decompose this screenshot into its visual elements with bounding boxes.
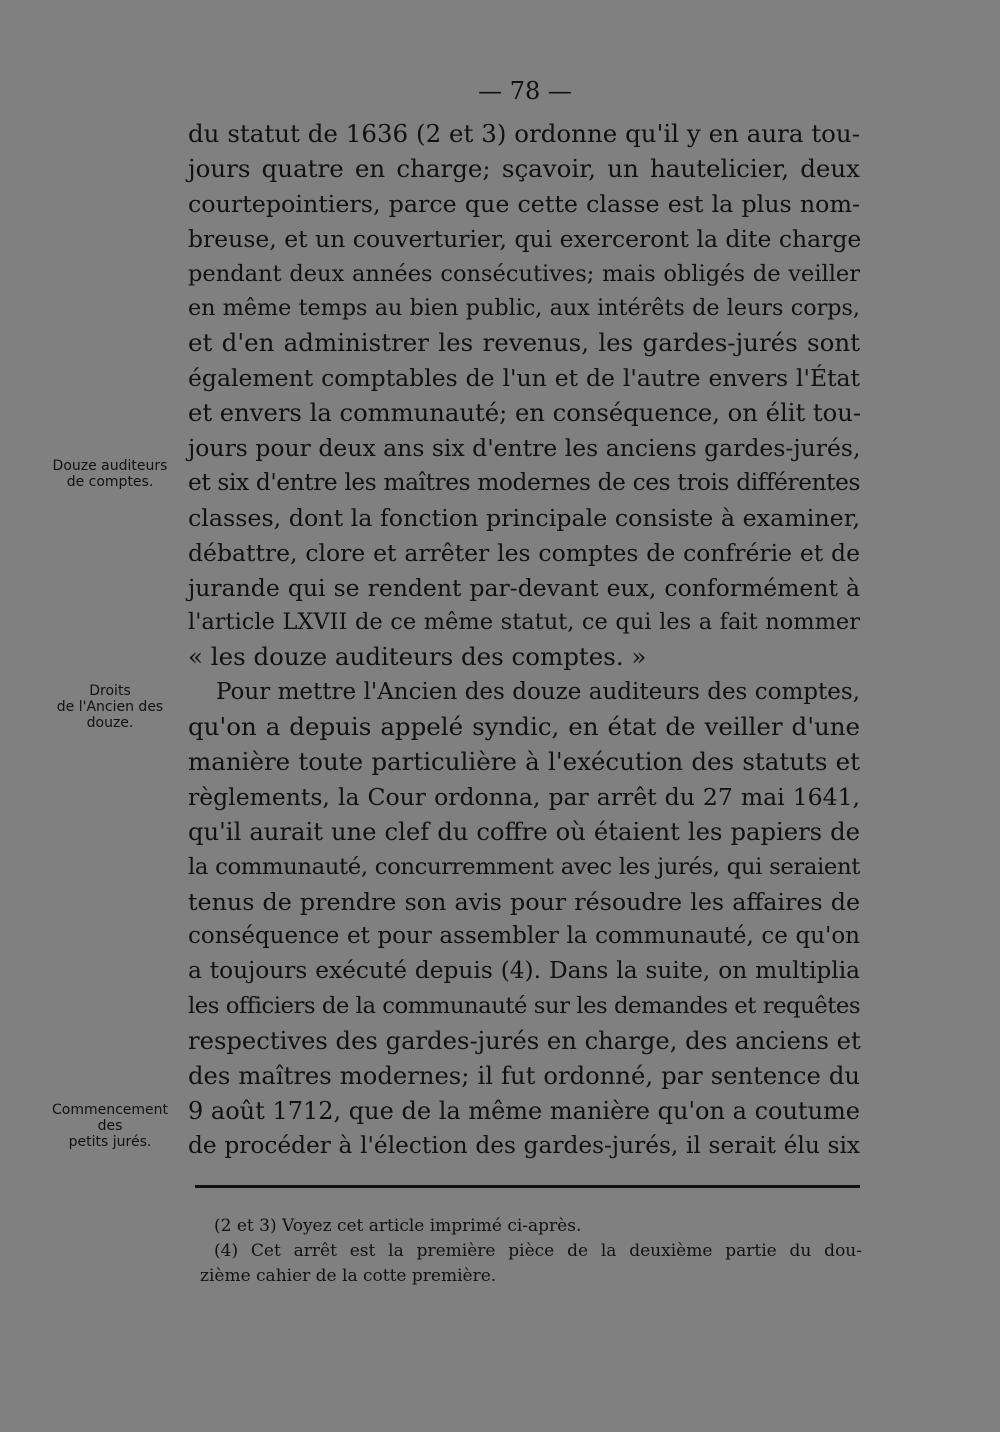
text-line: règlements, la Cour ordonna, par arrêt du 27 mai 1641, [188, 782, 860, 811]
text-line: la communauté, concurremment avec les jurés, qui seraient [188, 853, 860, 880]
text-line: qu'on a depuis appelé syndic, en état de veiller d'une [188, 712, 860, 742]
footnote-4-line-1: (4) Cet arrêt est la première pièce de la deuxième partie du dou- [214, 1241, 862, 1261]
text-line: respectives des gardes-jurés en charge, des anciens et [188, 1026, 861, 1056]
text-line: « les douze auditeurs des comptes. » [188, 642, 647, 672]
margin-note-line: petits jurés. [68, 1134, 152, 1150]
text-line: des maîtres modernes; il fut ordonné, par sentence du [188, 1061, 860, 1091]
text-line: a toujours exécuté depuis (4). Dans la suite, on multiplia [188, 957, 860, 985]
text-line: également comptables de l'un et de l'autre envers l'État [188, 364, 860, 393]
footnote-2-3: (2 et 3) Voyez cet article imprimé ci-après. [214, 1216, 582, 1236]
text-line: et envers la communauté; en conséquence, on élit tou- [188, 398, 862, 428]
margin-note-douze-auditeurs [44, 458, 176, 490]
footnote-4-line-2: zième cahier de la cotte première. [200, 1266, 497, 1286]
margin-note-line: Commencement [51, 1102, 169, 1118]
footnotes [200, 1214, 862, 1289]
text-line: l'article LXVII de ce même statut, ce qui les a fait nommer [188, 609, 860, 636]
page-number: — 78 — [478, 77, 572, 105]
margin-note-line: Douze auditeurs [52, 458, 168, 474]
body-text [188, 117, 860, 1164]
margin-note-line: des [97, 1118, 123, 1134]
margin-note-line: de comptes. [66, 474, 154, 490]
text-line: courtepointiers, parce que cette classe est la plus nom- [188, 189, 860, 218]
footnote-rule [195, 1185, 860, 1188]
text-line: Pour mettre l'Ancien des douze auditeurs des comptes, [216, 679, 860, 706]
text-line: tenus de prendre son avis pour résoudre les affaires de [188, 887, 860, 916]
text-line: jurande qui se rendent par-devant eux, conformément à [188, 573, 860, 602]
text-line: les officiers de la communauté sur les demandes et requêtes [188, 993, 860, 1020]
text-line: classes, dont la fonction principale consiste à examiner, [188, 503, 860, 532]
text-line: jours pour deux ans six d'entre les anciens gardes-jurés, [188, 434, 861, 463]
text-line: breuse, et un couverturier, qui exerceront la dite charge [188, 224, 862, 253]
text-line: qu'il aurait une clef du coffre où étaient les papiers de [188, 816, 860, 846]
text-line: du statut de 1636 (2 et 3) ordonne qu'il y en aura tou- [188, 119, 860, 148]
margin-note-line: de l'Ancien des [56, 699, 164, 715]
margin-note-droits-ancien [44, 683, 176, 731]
margin-note-line: douze. [86, 715, 134, 731]
text-line: et six d'entre les maîtres modernes de ces trois différentes [188, 468, 860, 496]
text-line: et d'en administrer les revenus, les gardes-jurés sont [188, 328, 860, 358]
margin-note-line: Droits [89, 683, 131, 699]
text-line: pendant deux années consécutives; mais obligés de veiller [188, 260, 860, 287]
text-line: débattre, clore et arrêter les comptes de confrérie et de [188, 538, 860, 567]
text-line: 9 août 1712, que de la même manière qu'on a coutume [188, 1096, 860, 1125]
text-line: conséquence et pour assembler la communauté, ce qu'on [188, 923, 860, 950]
text-line: en même temps au bien public, aux intérêts de leurs corps, [188, 295, 860, 322]
text-line: de procéder à l'élection des gardes-jurés, il serait élu six [188, 1131, 860, 1159]
text-line: jours quatre en charge; sçavoir, un hautelicier, deux [188, 153, 860, 183]
margin-note-commencement [44, 1102, 176, 1150]
text-line: manière toute particulière à l'exécution des statuts et [188, 747, 860, 777]
